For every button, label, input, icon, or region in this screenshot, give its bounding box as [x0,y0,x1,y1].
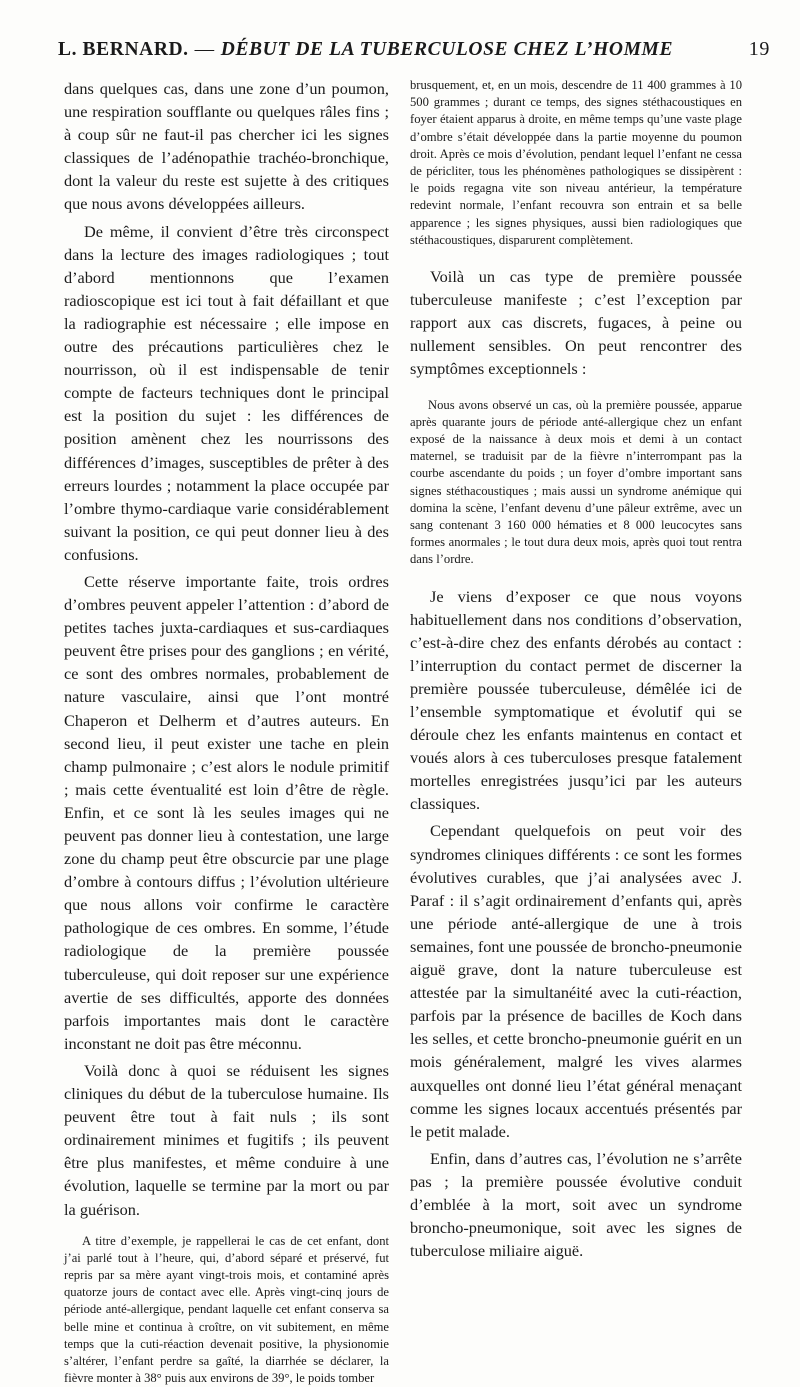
paragraph: Cette réserve importante faite, trois ordres d’ombres peuvent appeler l’attention : d’abord de petites taches juxta-cardiaques et sus-cardiaques peuvent être prises pour des ganglions ; en vérité, ce sont des ombres normales, probablement de nature vasculaire, ainsi que l’ont montré Chaperon et Delherm et d’autres auteurs. En second lieu, il peut exister une tache en plein champ pulmonaire ; c’est alors le nodule primitif ; mais cette éventualité est loin d’être de règle. Enfin, et ce sont là les seules images qui ne peuvent pas donner lieu à contestation, une large zone du champ peut être obscurcie par une plage d’ombre à contours diffus ; l’évolution ultérieure que nous allons voir confirme le caractère pathologique de ces ombres. En somme, l’étude radiologique de la première poussée tuberculeuse, qui doit reposer sur une expérience avertie de ses difficultés, apporte des données parfois importantes mais dont le caractère inconstant ne doit pas être méconnu. [64,571,389,1053]
case-note: Nous avons observé un cas, où la première poussée, apparue après quarante jours de période anté-allergique chez un enfant exposé de la naissance à deux mois et demi à un contact maternel, se traduisit par de la fièvre n’interrompant pas la courbe ascendante du poids ; un foyer d’ombre important sans signes stéthacoustiques ; mais aussi un syndrome anémique qui domina la scène, l’enfant devenu d’une pâleur extrême, avec un sang contenant 3 160 000 hématies et 8 000 leucocytes sans formes anormales ; le tout dura deux mois, après quoi tout rentra dans l’ordre. [410,397,742,567]
header-left [58,39,673,61]
left-column [64,77,389,1387]
paragraph: Voilà un cas type de première poussée tuberculeuse manifeste ; c’est l’exception par rapport aux cas discrets, fugaces, à peine ou nullement sensibles. On peut rencontrer des symptômes exceptionnels : [410,267,742,379]
header-title: DÉBUT DE LA TUBERCULOSE CHEZ L’HOMME [220,39,674,60]
paragraph: Cependant quelquefois on peut voir des syndromes cliniques différents : ce sont les formes évolutives curables, que j’ai analysées avec J. Paraf : il s’agit ordinairement d’enfants qui, après une période anté-allergique de une à trois semaines, font une poussée de broncho-pneumonie aiguë grave, dont la nature tuberculeuse est attestée par la simultanéité avec la cuti-réaction, parfois par la présence de bacilles de Koch dans les selles, et cette broncho-pneumonie guérit en un mois généralement, malgré les vives alarmes auxquelles ont donné lieu l’état général menaçant comme les signes locaux accentués présentés par le petit malade. [410,821,742,1141]
paragraph: dans quelques cas, dans une zone d’un poumon, une respiration soufflante ou quelques râles fins ; à coup sûr ne faut-il pas chercher ici les signes classiques de l’adénopathie trachéo-bronchique, dont la valeur du reste est sujette à des critiques que nous avons développées ailleurs. [64,79,389,214]
case-note: A titre d’exemple, je rappellerai le cas de cet enfant, dont j’ai parlé tout à l’heure, qui, d’abord séparé et préservé, fut repris par sa mère ayant vingt-trois mois, et contaminé après quatorze jours de contact avec elle. Après vingt-cinq jours de période anté-allergique, pendant laquelle cet enfant conserva sa belle mine et continua à croître, on vit subitement, en même temps que la cuti-réaction devenait positive, la physionomie s’altérer, l’enfant perdre sa gaîté, la diarrhée se déclarer, la fièvre monter à 38° puis aux environs de 39°, le poids tomber [64,1233,389,1386]
running-header [58,38,770,61]
paragraph: Enfin, dans d’autres cas, l’évolution ne s’arrête pas ; la première poussée évolutive conduit d’emblée à la mort, soit avec un syndrome broncho-pneumonique, soit avec les signes de tuberculose miliaire aiguë. [410,1148,742,1261]
paragraph: De même, il convient d’être très circonspect dans la lecture des images radiologiques ; tout d’abord mentionnons que l’examen radioscopique est ici tout à fait défaillant et que la radiographie est nécessaire ; elle impose en outre des précautions particulières chez le nourrisson, où il est indispensable de tenir compte de facteurs techniques dont le principal est la position du sujet : les différences de position amènent chez les nourrissons des différences d’images, susceptibles de prêter à des erreurs lourdes ; notamment la place occupée par l’ombre thymo-cardiaque varie considérablement suivant la position, ce qui peut donner lieu à des confusions. [64,221,389,564]
header-separator: — [194,39,215,60]
paragraph: Je viens d’exposer ce que nous voyons habituellement dans nos conditions d’observation, c’est-à-dire chez des enfants dérobés au contact : l’interruption du contact permet de discerner la première poussée tuberculeuse, démêlée ici de l’ensemble symptomatique et évolutif qui se déroule chez les enfants maintenus en contact et voués alors à ces tuberculoses presque fatalement mortelles enregistrées jusqu’ici par les auteurs classiques. [410,586,742,814]
page-number: 19 [748,38,770,60]
right-column [410,77,742,1262]
paragraph: Voilà donc à quoi se réduisent les signes cliniques du début de la tuberculose humaine. Ils peuvent être tout à fait nuls ; ils sont ordinairement minimes et fugitifs ; ils peuvent être plus manifestes, et même conduire à une évolution, laquelle se termine par la mort ou par la guérison. [64,1060,389,1219]
header-author: L. BERNARD. [58,39,189,60]
case-note-continued: brusquement, et, en un mois, descendre de 11 400 grammes à 10 500 grammes ; durant ce temps, des signes stéthacoustiques en foyer étaient apparus à droite, en même temps qu’une vaste plage d’ombre s’était développée dans la partie moyenne du poumon droit. Après ce mois d’évolution, pendant lequel l’enfant ne cessa de péricliter, tous les phénomènes pathologiques se dissipèrent : le poids regagna vite son niveau antérieur, la température redevint normale, l’enfant recouvra son entrain et sa belle apparence ; les signes physiques, aussi bien radiologiques que stéthacoustiques, disparurent complètement. [410,78,742,247]
